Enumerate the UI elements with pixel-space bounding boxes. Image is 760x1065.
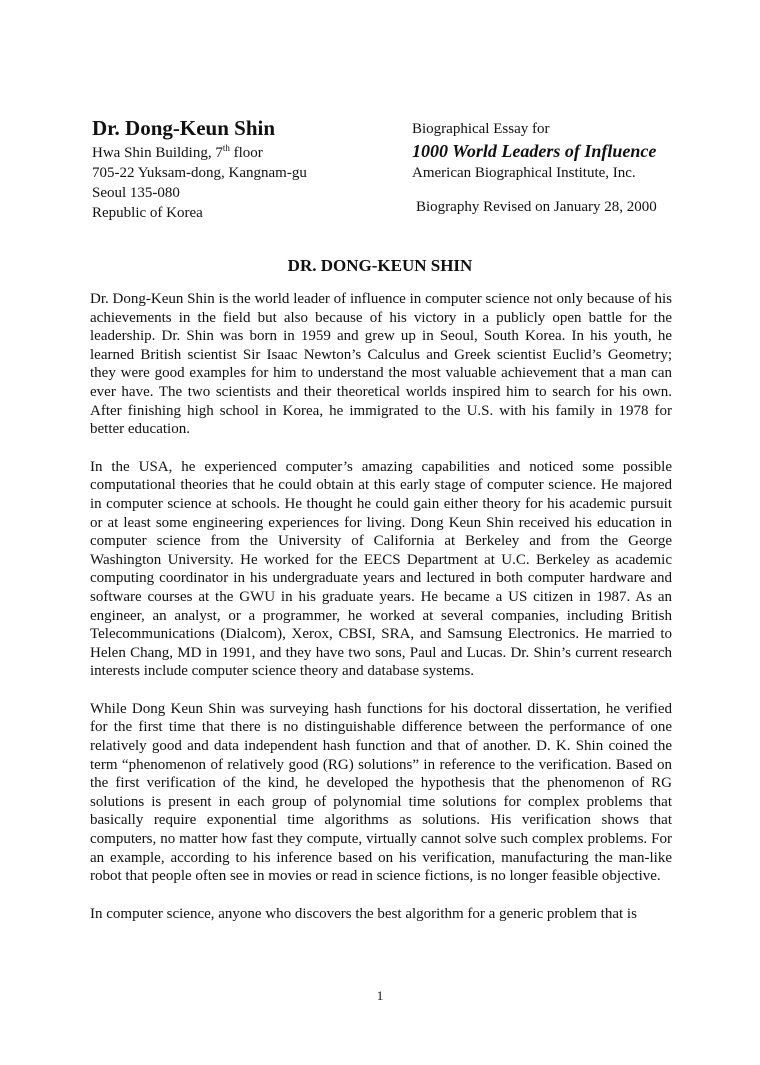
paragraph: While Dong Keun Shin was surveying hash functions for his doctoral dissertation, he verified for the first time that there is no distinguishable difference between the performance of one relatively good and data independent hash function and that of another. D. K. Shin coined the term “phenomenon of relatively good (RG) solutions” in reference to the verification. Based on the first verification of the kind, he developed the hypothesis that the phenomenon of RG solutions is present in each group of polynomial time solutions for complex problems that basically require exponential time algorithms as solutions. His verification shows that computers, no matter how fast they compute, virtually cannot solve such complex problems. For an example, according to his inference based on his verification, manufacturing the man-like robot that people often see in movies or read in science fictions, is no longer feasible objective. xyxy=(90,700,672,885)
paragraph: Dr. Dong-Keun Shin is the world leader of influence in computer science not only because of his achievements in the field but also because of his victory in a publicly open battle for the leadership. Dr. Shin was born in 1959 and grew up in Seoul, South Korea. In his youth, he learned British scientist Sir Isaac Newton’s Calculus and Greek scientist Euclid’s Geometry; they were good examples for him to understand the most valuable achievement that a man can ever have. The two scientists and their theoretical worlds inspired him to search for his own. After finishing high school in Korea, he immigrated to the U.S. with his family in 1978 for better education. xyxy=(90,291,672,438)
publisher: American Biographical Institute, Inc. xyxy=(412,165,636,181)
address-building: Hwa Shin Building, 7th floor xyxy=(92,143,263,161)
page-number: 1 xyxy=(376,988,384,1003)
publication-info-block xyxy=(412,119,712,217)
paragraph: In the USA, he experienced computer’s amazing capabilities and noticed some possible computational theories that he could obtain at this early stage of computer science. He majored in computer science at schools. He thought he could gain either theory for his academic pursuit or at least some engineering experiences for living. Dong Keun Shin received his education in computer science from the University of California at Berkeley and from the George Washington University. He worked for the EECS Department at U.C. Berkeley as academic computing coordinator in his undergraduate years and lectured in both computer hardware and software courses at the GWU in his graduate years. He became a US citizen in 1987. As an engineer, an analyst, or a programmer, he worked at several companies, including British Telecommunications (Dialcom), Xerox, CBSI, SRA, and Samsung Electronics. He married to Helen Chang, MD in 1991, and they have two sons, Paul and Lucas. Dr. Shin’s current research interests include computer science theory and database systems. xyxy=(90,458,672,680)
revision-date: Biography Revised on January 28, 2000 xyxy=(416,199,657,215)
address-country: Republic of Korea xyxy=(92,205,203,221)
paragraph: In computer science, anyone who discovers the best algorithm for a generic problem that is xyxy=(90,905,637,922)
author-contact-block xyxy=(92,115,392,223)
book-title: 1000 World Leaders of Influence xyxy=(412,141,657,161)
essay-body xyxy=(90,290,672,942)
document-title: DR. DONG-KEUN SHIN xyxy=(287,256,473,275)
author-name: Dr. Dong-Keun Shin xyxy=(92,116,276,140)
address-city: Seoul 135-080 xyxy=(92,185,180,201)
address-street: 705-22 Yuksam-dong, Kangnam-gu xyxy=(92,165,307,181)
essay-label: Biographical Essay for xyxy=(412,121,550,137)
